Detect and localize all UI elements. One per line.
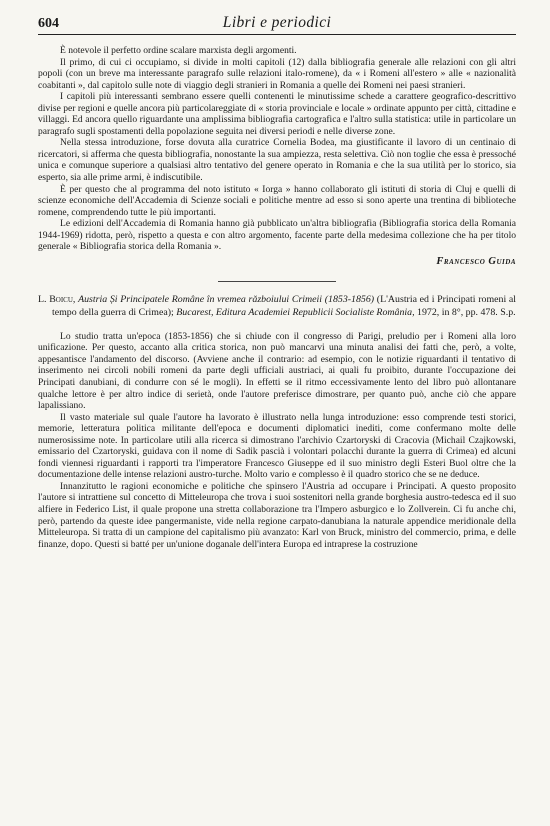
running-title: Libri e periodici xyxy=(222,14,332,31)
book-details: 1972, in 8°, pp. 478. S.p. xyxy=(414,306,516,318)
paragraph: È per questo che al programma del noto istituto « Iorga » hanno collaborato gli istituti di storia di Cluj e quelli di scienze economiche dell'Accademia di Scienze sociali e politiche mentre ad esso si sono aperte una trentina di biblioteche romene, comprendendo tutte le più importanti. xyxy=(38,183,516,218)
bibliographic-entry xyxy=(38,294,516,318)
page-number: 604 xyxy=(38,16,59,31)
paragraph: Innanzitutto le ragioni economiche e politiche che spinsero l'Austria ad occupare i Principati. A questo proposito l'autore si intrattiene sul concetto di Mitteleuropa che trova i suoi sostenitori nella grande borghesia austro-tedesca ed il suo alfiere in Federico List, il quale propone una stretta collaborazione tra l'Impero asburgico e lo Zollverein. Ci fu anche chi, però, partendo da queste idee pangermaniste, vide nella regione carpato-danubiana la naturale appendice meridionale della Mitteleuropa. Si tratta di un campione del capitalismo più avanzato: Karl von Bruck, ministro del commercio, prima, e delle finanze, dopo. Questi si batté per un'unione doganale dell'intera Europa ed intraprese la costruzione xyxy=(38,480,516,550)
paragraph: Il primo, di cui ci occupiamo, si divide in molti capitoli (12) dalla bibliografia generale alle relazioni con gli altri popoli (con un breve ma interessante paragrafo sulle relazioni italo-romene), da « i Romeni all'estero » alle « nazionalità coabitanti », dal capitolo sulle note di viaggio degli stranieri in Romania a quelle dei Romeni nei paesi stranieri. xyxy=(38,56,516,91)
paragraph: È notevole il perfetto ordine scalare marxista degli argomenti. xyxy=(60,45,297,56)
paragraph: I capitoli più interessanti sembrano essere quelli contenenti le minutissime schede a carattere geografico-descrittivo divise per regioni e quelle ancora più particolareggiate di « storia provinciale e locale » ordinate appunto per città, cittadine e villaggi. Ed ancora quello riguardante una amplissima bibliografia cartografica e l'altro sulla statistica: utile in particolare un paragrafo sugli spostamenti della popolazione seguita nei diversi periodi e nelle diverse zone. xyxy=(38,91,516,137)
section-divider xyxy=(218,281,336,282)
review-bibliografia xyxy=(38,45,516,267)
book-author: L. Boicu, xyxy=(38,294,76,306)
paragraph: Nella stessa introduzione, forse dovuta alla curatrice Cornelia Bodea, ma giustificante il lavoro di un centinaio di ricercatori, si afferma che questa bibliografia, nonostante la sua ampiezza, resta selettiva. Ciò non toglie che essa è pressoché unica e comunque superiore a qualsiasi altro tentativo del genere operato in Romania e che la sua utilità per lo storico, sia esperto, sia alle prime armi, è indiscutibile. xyxy=(38,137,516,184)
reviewer-signature: Francesco Guida xyxy=(436,255,516,267)
paragraph: Lo studio tratta un'epoca (1853-1856) che si chiude con il congresso di Parigi, preludio per i Romeni alla loro unificazione. Per questo, accanto alla critica storica, non può mancarvi una minuta analisi dei fatti che, però, a volte, appesantisce l'andamento del discorso. (Avviene anche il contrario: ad esempio, con le notizie riguardanti il tentativo di inserimento nei circoli nobili romeni da parte degli ufficiali austriaci, ai quali fu proibito, durante l'occupazione dei Principati danubiani, di condurre con sé le mogli). In effetti se il ritmo eccessivamente lento del libro può allontanare qualche lettore è per altro indice di serietà, onde l'autore preferisce dimostrare, per quanto può, anche ciò che appare lapalissiano. xyxy=(38,330,516,412)
review-austria xyxy=(38,331,516,550)
book-translated-title: (L'Austria ed i Principati romeni al tempo della guerra di Crimea); xyxy=(52,294,517,318)
page-header xyxy=(38,14,516,35)
book-publisher: Bucarest, Editura Academiei Republicii Socialiste România, xyxy=(176,306,415,318)
book-title: Austria Și Principatele Române în vremea războiului Crimeii (1853-1856) xyxy=(78,294,375,306)
paragraph: Le edizioni dell'Accademia di Romania hanno già pubblicato un'altra bibliografia (Bibliografia storica della Romania 1944-1969) ridotta, però, rispetto a questa e con altro argomento, facente parte della medesima collezione che ha per titolo generale « Bibliografia storica della Romania ». xyxy=(38,218,516,253)
paragraph: Il vasto materiale sul quale l'autore ha lavorato è illustrato nella lunga introduzione: esso comprende testi storici, memorie, letteratura politica militante dell'epoca e documenti diplomatici inediti, come confermano molte delle numerosissime note. In particolare utili alla ricerca si dimostrano l'archivio Czartoryski di Cracovia (Michail Czajkowski, emissario del Czartoryski, guidava con il nome di Sadik pascià i volontari polacchi durante la guerra di Crimea) ed alcuni fondi viennesi riguardanti i rapporti tra l'imperatore Francesco Giuseppe ed il suo ministro degli Esteri Buol oltre che la documentazione delle intense relazioni austro-turche. Molto vario e complesso è il quadro storico che se ne deduce. xyxy=(38,411,516,481)
